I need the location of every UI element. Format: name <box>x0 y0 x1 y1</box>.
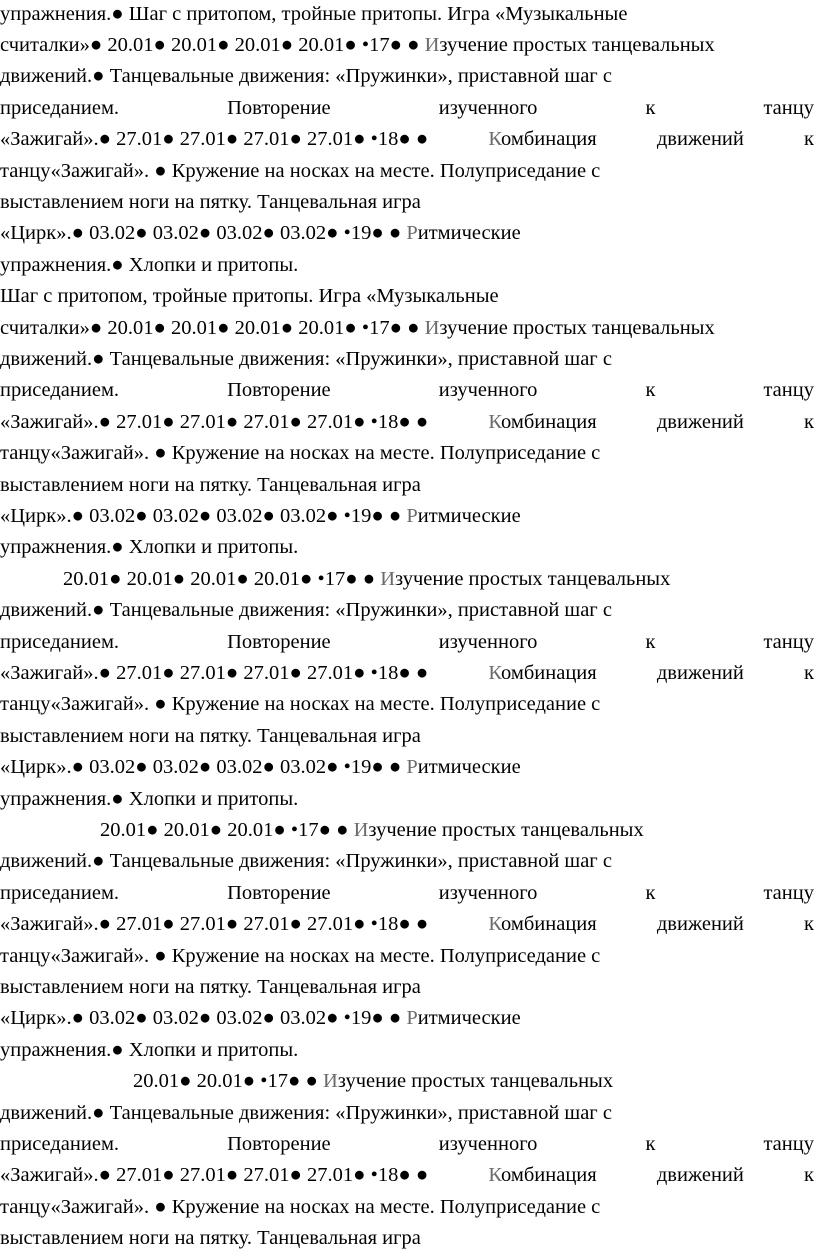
text-word: движений <box>656 661 744 684</box>
text-segment: упражнения.● Хлопки и притопы. <box>0 253 299 276</box>
text-word: «Зажигай».● 27.01● 27.01● 27.01● 27.01● •18● ● <box>0 410 429 433</box>
text-word: движений <box>656 128 744 151</box>
text-word: движений <box>656 913 744 936</box>
text-word: к <box>645 379 656 402</box>
text-word: Повторение <box>227 881 331 904</box>
text-word: приседанием. <box>0 630 120 653</box>
text-word: изученного <box>438 1132 538 1155</box>
text-line <box>0 564 814 595</box>
text-segment: выставлением ноги на пятку. Танцевальная игра <box>0 724 421 747</box>
text-segment: зучение простых танцевальных <box>337 1070 614 1093</box>
text-line <box>0 595 814 626</box>
text-line <box>0 438 814 469</box>
text-line <box>0 93 814 124</box>
text-word: танцу <box>763 379 814 402</box>
text-line <box>0 1098 814 1129</box>
text-word: танцу <box>763 881 814 904</box>
text-segment: Шаг с притопом, тройные притопы. Игра «Музыкальные <box>0 285 499 308</box>
text-line <box>0 1223 814 1254</box>
text-word: Комбинация <box>488 661 597 684</box>
text-word: танцу <box>763 96 814 119</box>
text-word: к <box>804 913 814 936</box>
text-line <box>0 1066 814 1097</box>
text-segment: упражнения.● Шаг с притопом, тройные притопы. Игра «Музыкальные <box>0 2 628 25</box>
text-segment: танцу«Зажигай». ● Кружение на носках на месте. Полуприседание с <box>0 1195 601 1218</box>
text-word: Комбинация <box>488 1164 597 1187</box>
text-segment: танцу«Зажигай». ● Кружение на носках на месте. Полуприседание с <box>0 442 601 465</box>
text-segment: считалки»● 20.01● 20.01● 20.01● 20.01● •17● ● <box>0 33 425 56</box>
text-word: танцу <box>763 1132 814 1155</box>
text-segment: И <box>424 316 440 339</box>
text-segment: выставлением ноги на пятку. Танцевальная игра <box>0 473 421 496</box>
text-segment: И <box>424 33 440 56</box>
text-line <box>0 501 814 532</box>
text-line <box>0 689 814 720</box>
text-line <box>0 124 814 155</box>
text-segment: «Цирк».● 03.02● 03.02● 03.02● 03.02● •19● ● <box>0 756 407 779</box>
text-word: движений <box>656 1164 744 1187</box>
text-segment: упражнения.● Хлопки и притопы. <box>0 787 299 810</box>
text-word: Повторение <box>227 630 331 653</box>
text-word: к <box>804 661 814 684</box>
text-line <box>0 721 814 752</box>
text-segment: Р <box>406 504 418 527</box>
text-line <box>0 250 814 281</box>
text-line <box>0 218 814 249</box>
text-segment: итмические <box>417 756 521 779</box>
text-segment: 20.01● 20.01● 20.01● 20.01● •17● ● <box>63 567 381 590</box>
text-word: Комбинация <box>488 128 597 151</box>
text-segment: танцу«Зажигай». ● Кружение на носках на месте. Полуприседание с <box>0 944 601 967</box>
text-word: Повторение <box>227 1132 331 1155</box>
text-segment: движений.● Танцевальные движения: «Пружинки», приставной шаг с <box>0 599 612 622</box>
text-line <box>0 344 814 375</box>
text-line <box>0 1129 814 1160</box>
text-segment: зучение простых танцевальных <box>439 33 715 56</box>
text-line <box>0 375 814 406</box>
text-segment: «Цирк».● 03.02● 03.02● 03.02● 03.02● •19● ● <box>0 1007 407 1030</box>
text-word: Комбинация <box>488 913 597 936</box>
text-segment: танцу«Зажигай». ● Кружение на носках на месте. Полуприседание с <box>0 693 601 716</box>
text-line <box>0 627 814 658</box>
text-line <box>0 61 814 92</box>
text-segment: Р <box>406 1007 418 1030</box>
text-line <box>0 846 814 877</box>
text-word: к <box>645 96 656 119</box>
text-word: движений <box>656 410 744 433</box>
text-segment: «Цирк».● 03.02● 03.02● 03.02● 03.02● •19● ● <box>0 222 407 245</box>
text-line <box>0 972 814 1003</box>
text-segment: считалки»● 20.01● 20.01● 20.01● 20.01● •17● ● <box>0 316 425 339</box>
text-line <box>0 470 814 501</box>
text-segment: движений.● Танцевальные движения: «Пружинки», приставной шаг с <box>0 850 612 873</box>
text-segment: итмические <box>417 504 521 527</box>
text-segment: выставлением ноги на пятку. Танцевальная игра <box>0 975 421 998</box>
text-word: «Зажигай».● 27.01● 27.01● 27.01● 27.01● •18● ● <box>0 661 429 684</box>
text-line <box>0 784 814 815</box>
text-segment: движений.● Танцевальные движения: «Пружинки», приставной шаг с <box>0 1101 612 1124</box>
text-word: изученного <box>438 630 538 653</box>
text-word: к <box>645 1132 656 1155</box>
text-segment: Р <box>406 756 418 779</box>
text-word: к <box>804 128 814 151</box>
text-word: к <box>645 881 656 904</box>
text-segment: выставлением ноги на пятку. Танцевальная игра <box>0 190 421 213</box>
text-line <box>0 752 814 783</box>
text-word: Повторение <box>227 379 331 402</box>
text-segment: упражнения.● Хлопки и притопы. <box>0 536 299 559</box>
text-line <box>0 941 814 972</box>
text-segment: 20.01● 20.01● •17● ● <box>133 1070 323 1093</box>
text-line <box>0 187 814 218</box>
text-segment: движений.● Танцевальные движения: «Пружинки», приставной шаг с <box>0 347 612 370</box>
text-word: танцу <box>763 630 814 653</box>
text-segment: зучение простых танцевальных <box>368 818 644 841</box>
text-segment: зучение простых танцевальных <box>395 567 671 590</box>
text-word: приседанием. <box>0 881 120 904</box>
text-segment: движений.● Танцевальные движения: «Пружинки», приставной шаг с <box>0 65 612 88</box>
text-line <box>0 156 814 187</box>
text-word: Повторение <box>227 96 331 119</box>
text-word: к <box>645 630 656 653</box>
text-segment: выставлением ноги на пятку. Танцевальная игра <box>0 1227 421 1250</box>
text-segment: «Цирк».● 03.02● 03.02● 03.02● 03.02● •19● ● <box>0 504 407 527</box>
text-segment: танцу«Зажигай». ● Кружение на носках на месте. Полуприседание с <box>0 159 601 182</box>
text-word: изученного <box>438 379 538 402</box>
text-line <box>0 313 814 344</box>
text-line <box>0 0 814 30</box>
text-word: «Зажигай».● 27.01● 27.01● 27.01● 27.01● •18● ● <box>0 913 429 936</box>
text-line <box>0 407 814 438</box>
text-line <box>0 909 814 940</box>
text-line <box>0 30 814 61</box>
text-line <box>0 1192 814 1223</box>
text-segment: Р <box>406 222 418 245</box>
text-segment: И <box>353 818 369 841</box>
text-segment: итмические <box>417 1007 521 1030</box>
text-word: изученного <box>438 96 538 119</box>
text-segment: И <box>380 567 396 590</box>
text-line <box>0 1035 814 1066</box>
text-line <box>0 1003 814 1034</box>
text-word: приседанием. <box>0 379 120 402</box>
text-word: приседанием. <box>0 96 120 119</box>
text-word: «Зажигай».● 27.01● 27.01● 27.01● 27.01● •18● ● <box>0 1164 429 1187</box>
text-word: изученного <box>438 881 538 904</box>
text-word: к <box>804 1164 814 1187</box>
text-segment: И <box>322 1070 338 1093</box>
text-segment: зучение простых танцевальных <box>439 316 715 339</box>
text-word: «Зажигай».● 27.01● 27.01● 27.01● 27.01● •18● ● <box>0 128 429 151</box>
text-line <box>0 815 814 846</box>
text-line <box>0 658 814 689</box>
text-segment: упражнения.● Хлопки и притопы. <box>0 1038 299 1061</box>
text-word: приседанием. <box>0 1132 120 1155</box>
text-word: к <box>804 410 814 433</box>
text-line <box>0 281 814 312</box>
text-line <box>0 878 814 909</box>
text-segment: итмические <box>417 222 521 245</box>
text-word: Комбинация <box>488 410 597 433</box>
text-segment: 20.01● 20.01● 20.01● •17● ● <box>100 818 354 841</box>
text-line <box>0 1160 814 1191</box>
text-line <box>0 532 814 563</box>
